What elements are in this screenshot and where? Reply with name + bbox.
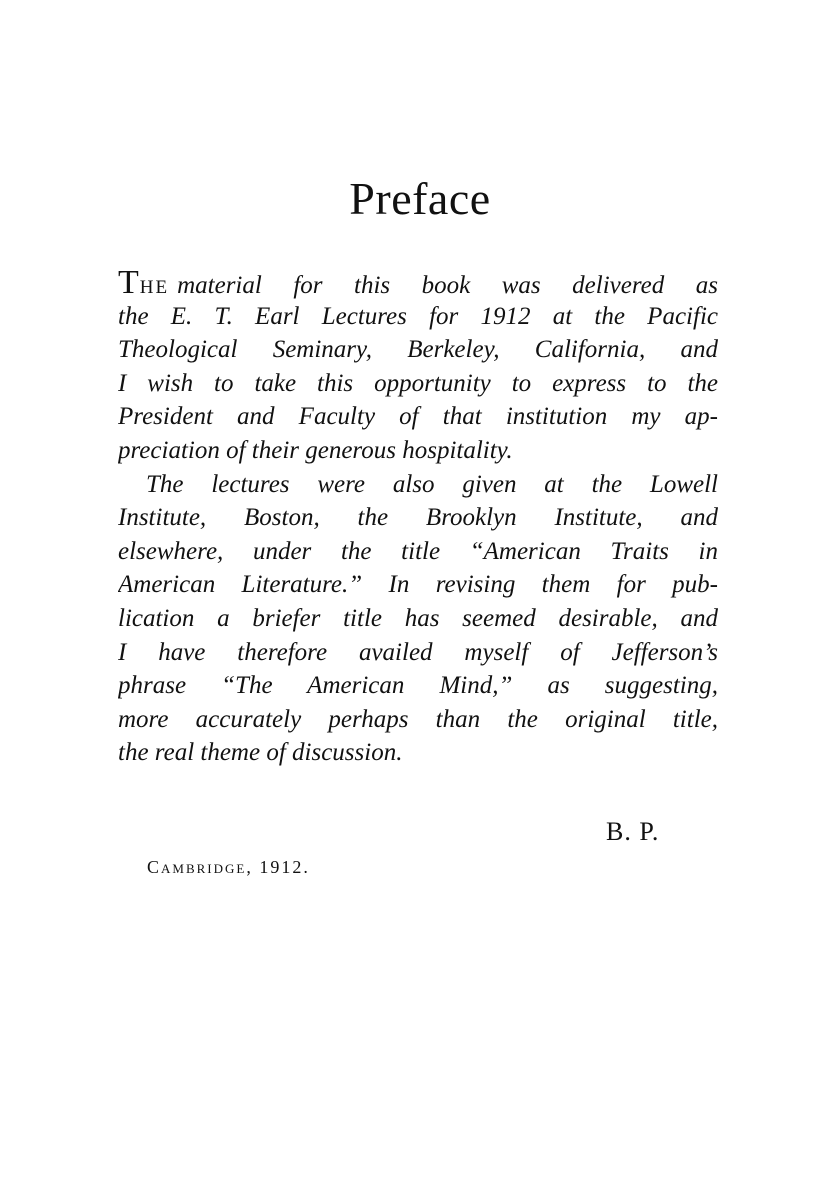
text-line: material for this book was delivered as [177,272,718,299]
paragraph-2-line-2: Institute, Boston, the Brooklyn Institute, and [118,504,718,532]
paragraph-2-line-7: phrase “The American Mind,” as suggesting, [118,672,718,700]
paragraph-1-line-2: the E. T. Earl Lectures for 1912 at the Pacific [118,302,718,330]
paragraph-2-line-5: lication a briefer title has seemed desirable, and [118,604,718,632]
paragraph-2-line-4: American Literature.” In revising them for pub- [118,571,718,599]
paragraph-1-line-4: I wish to take this opportunity to express to the [118,369,718,397]
author-initials: B. P. [606,817,660,846]
paragraph-2-line-9: the real theme of discussion. [118,739,403,767]
drop-cap: T [118,266,140,300]
paragraph-1-line-3: Theological Seminary, Berkeley, California, and [118,336,718,364]
paragraph-2-line-1: The lectures were also given at the Lowell [146,470,718,498]
page-title: Preface [349,173,491,224]
paragraph-2-line-8: more accurately perhaps than the original title, [118,705,718,733]
paragraph-1-line-1 [118,266,718,300]
paragraph-1-line-5: President and Faculty of that institution my ap- [118,403,718,431]
paragraph-2-line-3: elsewhere, under the title “American Traits in [118,537,718,565]
paragraph-2-line-6: I have therefore availed myself of Jefferson’s [118,638,718,666]
preface-body [118,266,718,770]
place-and-date: Cambridge, 1912. [147,857,310,877]
paragraph-1-line-6: preciation of their generous hospitality. [118,436,513,464]
small-caps-word: HE [139,277,170,298]
